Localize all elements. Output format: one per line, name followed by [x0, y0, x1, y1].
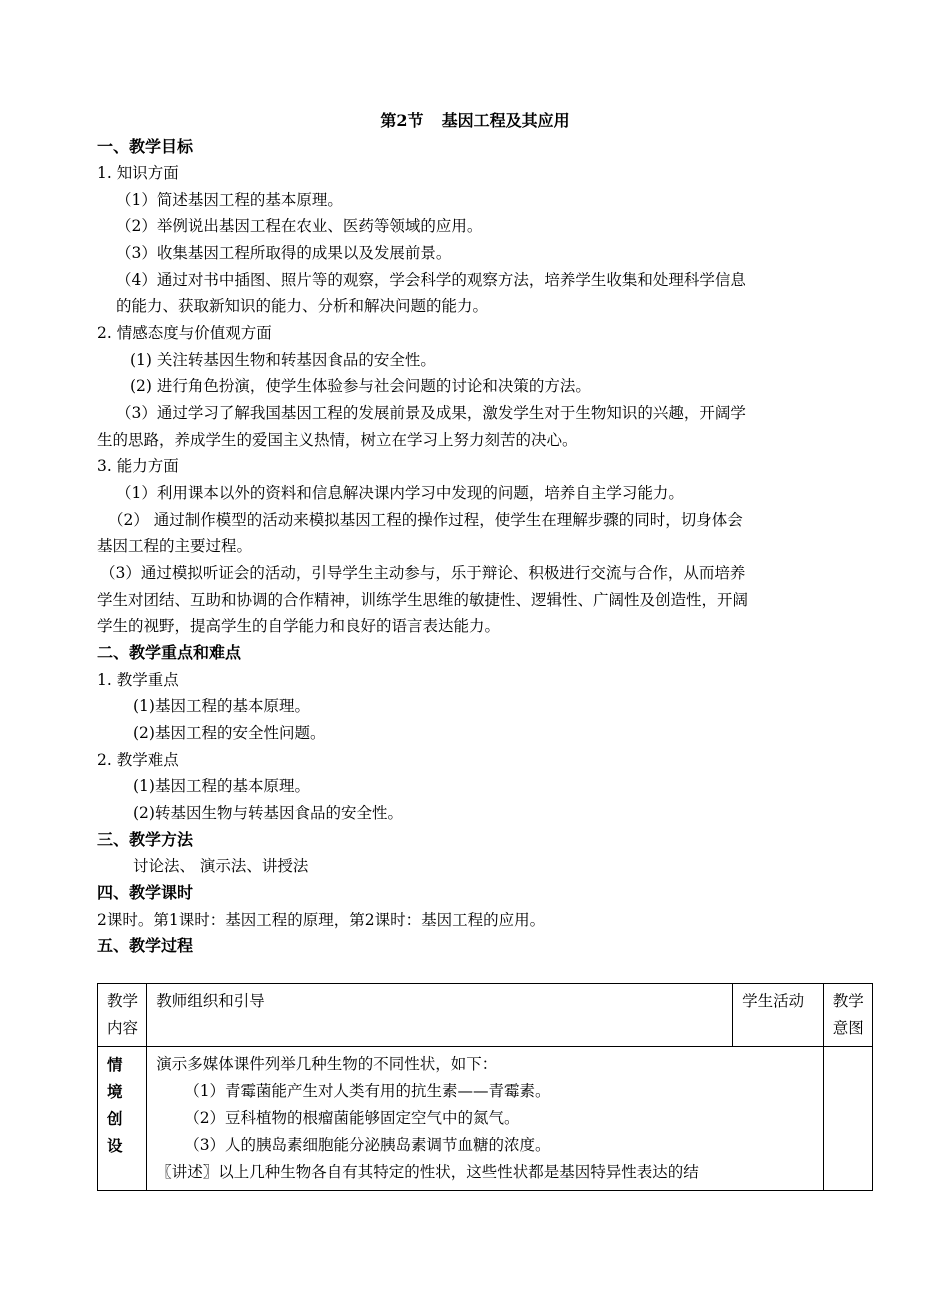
row-guide — [147, 1047, 824, 1191]
heading-key-difficult: 二、教学重点和难点 — [97, 643, 242, 662]
emotion-item-1: (1) 关注转基因生物和转基因食品的安全性。 — [130, 351, 436, 369]
section-name: 基因工程及其应用 — [441, 111, 570, 130]
header-intent: 教学意图 — [823, 984, 872, 1047]
process-table — [97, 983, 873, 1191]
hours-text: 2课时。第1课时：基因工程的原理，第2课时：基因工程的应用。 — [97, 911, 546, 929]
ability-item-2a: （2） 通过制作模型的活动来模拟基因工程的操作过程，使学生在理解步骤的同时，切身体会 — [108, 511, 743, 529]
key-point-1: (1)基因工程的基本原理。 — [133, 697, 310, 715]
heading-objectives: 一、教学目标 — [97, 137, 194, 156]
knowledge-item-3: （3）收集基因工程所取得的成果以及发展前景。 — [116, 244, 452, 262]
table-row — [98, 1047, 873, 1191]
emotion-item-2: (2) 进行角色扮演，使学生体验参与社会问题的讨论和决策的方法。 — [130, 377, 591, 395]
emotion-item-3a: （3）通过学习了解我国基因工程的发展前景及成果，激发学生对于生物知识的兴趣，开阔学 — [116, 404, 746, 422]
row-content: 情境创设 — [98, 1047, 147, 1191]
ability-item-1: （1）利用课本以外的资料和信息解决课内学习中发现的问题，培养自主学习能力。 — [116, 484, 684, 502]
knowledge-item-4b: 的能力、获取新知识的能力、分析和解决问题的能力。 — [116, 297, 489, 315]
ability-item-3c: 学生的视野，提高学生的自学能力和良好的语言表达能力。 — [97, 617, 501, 635]
heading-methods: 三、教学方法 — [97, 830, 194, 849]
guide-item-4: 〖讲述〗以上几种生物各自有其特定的性状，这些性状都是基因特异性表达的结 — [156, 1163, 699, 1181]
heading-process: 五、教学过程 — [97, 936, 194, 955]
key-points-heading: 1. 教学重点 — [97, 671, 179, 689]
guide-intro: 演示多媒体课件列举几种生物的不同性状，如下： — [156, 1055, 498, 1073]
emotion-item-3b: 生的思路，养成学生的爱国主义热情，树立在学习上努力刻苦的决心。 — [97, 431, 578, 449]
knowledge-item-1: （1）简述基因工程的基本原理。 — [116, 191, 343, 209]
header-student-activity: 学生活动 — [733, 984, 824, 1047]
ability-item-3b: 学生对团结、互助和协调的合作精神，训练学生思维的敏捷性、逻辑性、广阔性及创造性，开阔 — [97, 591, 749, 609]
knowledge-item-4a: （4）通过对书中插图、照片等的观察，学会科学的观察方法，培养学生收集和处理科学信息 — [116, 271, 746, 289]
difficult-point-2: (2)转基因生物与转基因食品的安全性。 — [133, 804, 403, 822]
difficult-points-heading: 2. 教学难点 — [97, 751, 179, 769]
knowledge-heading: 1. 知识方面 — [97, 164, 179, 182]
row-intent — [823, 1047, 872, 1191]
difficult-point-1: (1)基因工程的基本原理。 — [133, 777, 310, 795]
key-point-2: (2)基因工程的安全性问题。 — [133, 724, 326, 742]
guide-item-1: （1）青霉菌能产生对人类有用的抗生素——青霉素。 — [184, 1082, 551, 1100]
emotion-heading: 2. 情感态度与价值观方面 — [97, 324, 272, 342]
page-title — [0, 108, 950, 134]
header-content: 教学内容 — [98, 984, 147, 1047]
header-guide: 教师组织和引导 — [147, 984, 733, 1047]
knowledge-item-2: （2）举例说出基因工程在农业、医药等领域的应用。 — [116, 217, 483, 235]
ability-item-2b: 基因工程的主要过程。 — [97, 537, 253, 555]
heading-hours: 四、教学课时 — [97, 883, 194, 902]
methods-text: 讨论法、 演示法、讲授法 — [133, 857, 309, 875]
ability-item-3a: （3）通过模拟听证会的活动，引导学生主动参与，乐于辩论、积极进行交流与合作，从而培养 — [100, 564, 746, 582]
ability-heading: 3. 能力方面 — [97, 457, 179, 475]
section-number: 第2节 — [380, 111, 424, 130]
guide-item-2: （2）豆科植物的根瘤菌能够固定空气中的氮气。 — [184, 1109, 520, 1127]
guide-item-3: （3）人的胰岛素细胞能分泌胰岛素调节血糖的浓度。 — [184, 1136, 551, 1154]
table-header-row — [98, 984, 873, 1047]
